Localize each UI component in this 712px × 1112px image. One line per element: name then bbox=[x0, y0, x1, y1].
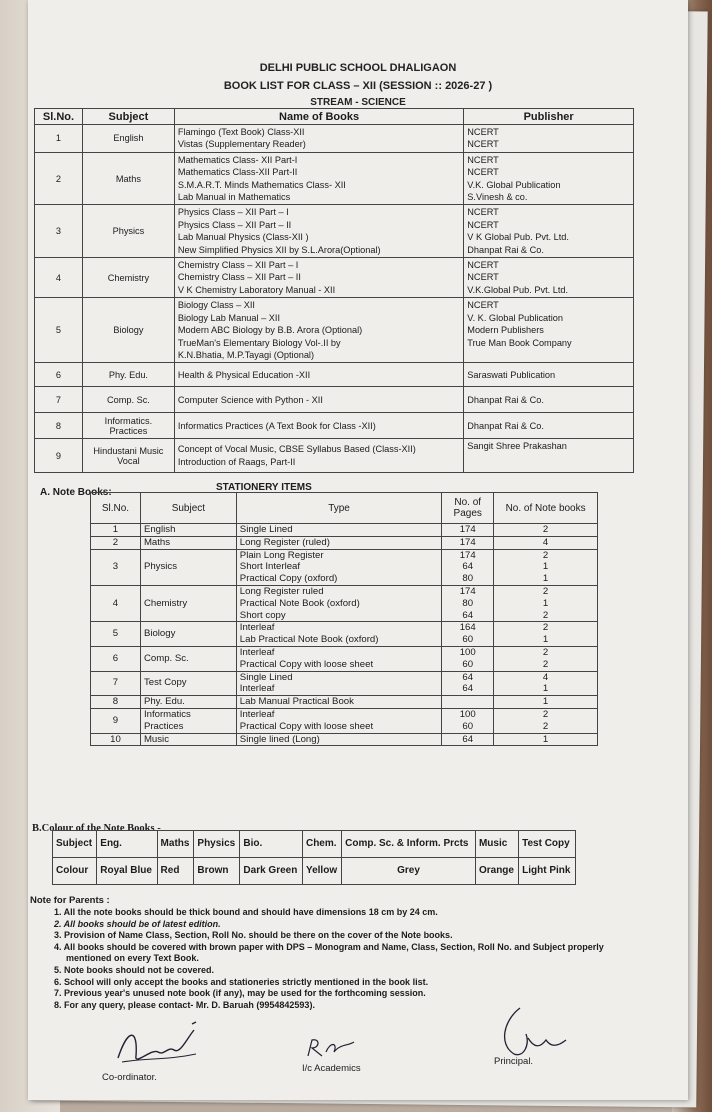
publisher-name: NCERT bbox=[467, 139, 499, 150]
row-number bbox=[91, 708, 141, 733]
row-pages bbox=[442, 696, 494, 709]
row-count-line: 2 bbox=[542, 720, 549, 732]
table-row bbox=[35, 363, 634, 387]
colour-subject: Chem. bbox=[302, 831, 341, 858]
school-name: DELHI PUBLIC SCHOOL DHALIGAON bbox=[259, 62, 457, 74]
table-row bbox=[91, 671, 598, 696]
publisher-name: V.K. Global Publication bbox=[467, 179, 561, 190]
row-subject bbox=[140, 733, 236, 746]
book-title: K.N.Bhatia, M.P.Tayagi (Optional) bbox=[177, 349, 315, 360]
row-count-line: 1 bbox=[542, 634, 549, 646]
row-type bbox=[236, 671, 441, 696]
book-title: Vistas (Supplementary Reader) bbox=[177, 139, 306, 150]
row-subject-line: Comp. Sc. bbox=[143, 652, 189, 664]
row-type-line: Single Lined bbox=[239, 671, 293, 683]
row-type-line: Long Register ruled bbox=[239, 585, 324, 597]
row-pages-line: 80 bbox=[462, 597, 474, 609]
table-row bbox=[91, 524, 598, 537]
row-pages-line: 164 bbox=[459, 622, 476, 634]
table-row bbox=[91, 696, 598, 709]
note-item: 5. Note books should not be covered. bbox=[54, 964, 215, 975]
publisher-name: V. K. Global Publication bbox=[467, 312, 563, 323]
table-row bbox=[91, 585, 598, 621]
row-subject bbox=[140, 549, 236, 585]
table-row bbox=[35, 439, 634, 473]
row-count-line: 2 bbox=[542, 524, 549, 535]
colour-subject: Maths bbox=[157, 831, 194, 858]
table-row bbox=[35, 258, 634, 298]
publisher-name: Modern Publishers bbox=[467, 325, 544, 336]
row-number bbox=[91, 549, 141, 585]
table-row bbox=[91, 622, 598, 647]
note-item: 6. School will only accept the books and stationeries strictly mentioned in the book list. bbox=[54, 976, 429, 987]
row-count bbox=[494, 696, 598, 709]
subject-label: Subject bbox=[53, 831, 97, 858]
row-pages-line: 174 bbox=[459, 524, 476, 535]
row-count bbox=[494, 671, 598, 696]
row-type bbox=[236, 585, 441, 621]
row-type bbox=[236, 536, 441, 549]
table-row bbox=[35, 125, 634, 153]
notes-title: Note for Parents : bbox=[30, 895, 110, 906]
row-number: 1 bbox=[35, 125, 83, 153]
book-title: Informatics Practices (A Text Book for Class -XII) bbox=[177, 420, 376, 431]
colour-subject: Music bbox=[475, 831, 518, 858]
book-title: Lab Manual in Mathematics bbox=[177, 192, 291, 203]
row-count bbox=[494, 524, 598, 537]
colour-table bbox=[52, 830, 576, 885]
book-title: Chemistry Class – XII Part – I bbox=[177, 260, 299, 271]
colour-subject: Test Copy bbox=[519, 831, 576, 858]
row-number: 6 bbox=[35, 363, 83, 387]
row-count-line: 2 bbox=[542, 622, 549, 634]
row-subject bbox=[140, 708, 236, 733]
colour-subject: Physics bbox=[194, 831, 240, 858]
note-item: mentioned on every Text Book. bbox=[66, 953, 199, 964]
row-pages-line: 174 bbox=[459, 585, 476, 597]
publisher-name: NCERT bbox=[467, 154, 499, 165]
publisher-name: Saraswati Publication bbox=[467, 369, 556, 380]
book-table-header bbox=[35, 109, 634, 125]
row-books bbox=[174, 413, 463, 439]
colour-subject-row bbox=[53, 831, 576, 858]
row-number: 4 bbox=[35, 258, 83, 298]
note-item: 2. All books should be of latest edition. bbox=[54, 918, 221, 929]
row-publishers bbox=[464, 205, 634, 258]
row-subject-line: English bbox=[143, 524, 176, 535]
row-publishers bbox=[464, 298, 634, 363]
row-pages-line: 64 bbox=[462, 733, 474, 745]
header-subject: Subject bbox=[140, 493, 236, 524]
row-books bbox=[174, 205, 463, 258]
row-subject-line: Biology bbox=[143, 628, 176, 640]
notes-list bbox=[54, 907, 654, 1011]
row-type-line: Single lined (Long) bbox=[239, 733, 320, 745]
book-title: Biology Class – XII bbox=[177, 300, 255, 311]
row-subject-line: Chemistry bbox=[143, 597, 188, 609]
row-type-line: Short copy bbox=[239, 609, 286, 621]
publisher-name: NCERT bbox=[467, 127, 499, 137]
row-type-line: Interleaf bbox=[239, 683, 275, 695]
principal-signature bbox=[484, 1004, 574, 1060]
book-title: Flamingo (Text Book) Class-XII bbox=[177, 127, 305, 137]
book-title: Computer Science with Python - XII bbox=[177, 394, 323, 405]
row-type-line: Interleaf bbox=[239, 622, 275, 634]
row-pages-line: 60 bbox=[462, 658, 474, 670]
publisher-name: NCERT bbox=[467, 219, 499, 230]
note-item: 8. For any query, please contact- Mr. D. Baruah (9954842593). bbox=[54, 999, 315, 1010]
colour-value: Red bbox=[157, 858, 194, 885]
row-subject-line: Informatics Practices bbox=[143, 708, 191, 732]
publisher-name: Dhanpat Rai & Co. bbox=[467, 244, 544, 255]
row-pages-line: 60 bbox=[462, 720, 474, 732]
row-type-line: Interleaf bbox=[239, 708, 275, 720]
book-list-title: BOOK LIST FOR CLASS – XII (SESSION :: 2026-27 ) bbox=[223, 80, 493, 92]
colour-value: Orange bbox=[475, 858, 518, 885]
row-number-line: 6 bbox=[112, 652, 119, 664]
row-subject bbox=[140, 671, 236, 696]
row-pages-line: 64 bbox=[462, 671, 474, 683]
row-type-line: Practical Copy with loose sheet bbox=[239, 720, 374, 732]
row-type-line: Lab Practical Note Book (oxford) bbox=[239, 634, 379, 646]
row-books bbox=[174, 258, 463, 298]
row-pages-line: 174 bbox=[459, 536, 476, 548]
row-number bbox=[91, 646, 141, 671]
table-row bbox=[91, 549, 598, 585]
row-number bbox=[91, 536, 141, 549]
book-title: Chemistry Class – XII Part – II bbox=[177, 272, 301, 283]
colour-value: Light Pink bbox=[519, 858, 576, 885]
book-title: Lab Manual Physics (Class-XII ) bbox=[177, 232, 309, 243]
colour-subject: Eng. bbox=[97, 831, 157, 858]
row-number-line: 5 bbox=[112, 628, 119, 640]
row-pages bbox=[442, 549, 494, 585]
row-pages-line: 100 bbox=[459, 708, 476, 720]
row-number-line: 9 bbox=[112, 714, 119, 726]
row-type bbox=[236, 646, 441, 671]
row-pages bbox=[442, 646, 494, 671]
row-count-line: 2 bbox=[542, 549, 549, 561]
table-row bbox=[91, 733, 598, 746]
row-subject-line: Music bbox=[143, 733, 169, 745]
book-list-table bbox=[34, 108, 634, 473]
book-title: Physics Class – XII Part – II bbox=[177, 219, 292, 230]
row-number: 9 bbox=[35, 439, 83, 473]
note-item: 3. Provision of Name Class, Section, Roll No. should be there on the cover of the Note books. bbox=[54, 930, 453, 941]
table-row bbox=[35, 205, 634, 258]
row-count bbox=[494, 585, 598, 621]
row-number: 3 bbox=[35, 205, 83, 258]
row-subject bbox=[140, 622, 236, 647]
colour-value: Dark Green bbox=[240, 858, 303, 885]
row-count-line: 4 bbox=[542, 671, 549, 683]
document-sheet bbox=[28, 0, 688, 1100]
row-pages bbox=[442, 733, 494, 746]
row-count-line: 1 bbox=[542, 733, 549, 745]
row-type bbox=[236, 733, 441, 746]
publisher-name: NCERT bbox=[467, 260, 499, 271]
academics-signature bbox=[304, 1034, 364, 1062]
row-number-line: 8 bbox=[112, 696, 119, 708]
row-number-line: 1 bbox=[112, 524, 119, 535]
row-publishers bbox=[464, 413, 634, 439]
row-publishers bbox=[464, 363, 634, 387]
row-count-line: 4 bbox=[542, 536, 549, 548]
header-subject: Subject bbox=[82, 109, 174, 125]
row-number bbox=[91, 585, 141, 621]
publisher-name: NCERT bbox=[467, 272, 499, 283]
row-number bbox=[91, 671, 141, 696]
row-subject-line: Test Copy bbox=[143, 677, 187, 689]
row-pages bbox=[442, 585, 494, 621]
row-subject: Physics bbox=[82, 205, 174, 258]
book-title: New Simplified Physics XII by S.L.Arora(Optional) bbox=[177, 244, 381, 255]
publisher-name: V.K.Global Pub. Pvt. Ltd. bbox=[467, 284, 569, 295]
row-subject bbox=[140, 585, 236, 621]
book-title: S.M.A.R.T. Minds Mathematics Class- XII bbox=[177, 179, 346, 190]
note-item: 1. All the note books should be thick bound and should have dimensions 18 cm by 24 cm. bbox=[54, 907, 438, 917]
colour-section-title: B.Colour of the Note Books - bbox=[32, 823, 161, 834]
row-type bbox=[236, 622, 441, 647]
row-subject: Comp. Sc. bbox=[82, 387, 174, 413]
table-row bbox=[91, 646, 598, 671]
stream-label: STREAM - SCIENCE bbox=[310, 97, 406, 108]
publisher-name: NCERT bbox=[467, 300, 499, 311]
row-pages-line: 64 bbox=[462, 683, 474, 695]
book-title: Physics Class – XII Part – I bbox=[177, 207, 289, 218]
row-publishers bbox=[464, 439, 634, 473]
publisher-name: Sangit Shree Prakashan bbox=[467, 441, 567, 452]
header-books: Name of Books bbox=[174, 109, 463, 125]
row-number: 2 bbox=[35, 152, 83, 205]
row-number bbox=[91, 524, 141, 537]
row-number bbox=[91, 696, 141, 709]
publisher-name: True Man Book Company bbox=[467, 337, 572, 348]
colour-value-row bbox=[53, 858, 576, 885]
row-type-line: Practical Copy with loose sheet bbox=[239, 658, 374, 670]
row-count-line: 1 bbox=[542, 597, 549, 609]
stationery-table bbox=[90, 492, 598, 746]
row-number: 5 bbox=[35, 298, 83, 363]
row-publishers bbox=[464, 152, 634, 205]
row-number: 8 bbox=[35, 413, 83, 439]
row-subject: Chemistry bbox=[82, 258, 174, 298]
row-type-line: Single Lined bbox=[239, 524, 293, 535]
book-title: Modern ABC Biology by B.B. Arora (Optional) bbox=[177, 325, 363, 336]
row-type bbox=[236, 549, 441, 585]
book-title: Mathematics Class- XII Part-I bbox=[177, 154, 298, 165]
row-pages-line: 64 bbox=[462, 561, 474, 573]
row-count-line: 2 bbox=[542, 609, 549, 621]
row-number bbox=[91, 622, 141, 647]
row-number-line: 2 bbox=[112, 536, 119, 548]
row-count-line: 2 bbox=[542, 646, 549, 658]
header-slno: Sl.No. bbox=[35, 109, 83, 125]
row-count-line: 2 bbox=[542, 585, 549, 597]
row-pages-line: 80 bbox=[462, 573, 474, 585]
row-subject: Maths bbox=[82, 152, 174, 205]
table-row bbox=[35, 298, 634, 363]
row-books bbox=[174, 387, 463, 413]
row-type bbox=[236, 708, 441, 733]
stationery-title: STATIONERY ITEMS bbox=[216, 482, 312, 493]
row-number bbox=[91, 733, 141, 746]
book-title: Introduction of Raags, Part-II bbox=[177, 456, 296, 467]
row-publishers bbox=[464, 258, 634, 298]
row-pages-line: 60 bbox=[462, 634, 474, 646]
publisher-name: NCERT bbox=[467, 207, 499, 218]
table-row bbox=[91, 536, 598, 549]
note-item: 7. Previous year's unused note book (if any), may be used for the forthcoming session. bbox=[54, 988, 426, 999]
row-pages bbox=[442, 671, 494, 696]
colour-value: Brown bbox=[194, 858, 240, 885]
row-number-line: 10 bbox=[110, 733, 121, 745]
publisher-name: NCERT bbox=[467, 167, 499, 178]
row-publishers bbox=[464, 387, 634, 413]
book-title: Health & Physical Education -XII bbox=[177, 369, 311, 380]
row-pages bbox=[442, 536, 494, 549]
row-count bbox=[494, 536, 598, 549]
row-subject bbox=[140, 524, 236, 537]
row-subject bbox=[140, 536, 236, 549]
row-count-line: 1 bbox=[542, 573, 549, 585]
header-type: Type bbox=[236, 493, 441, 524]
row-pages-line: 100 bbox=[459, 646, 476, 658]
book-title: V K Chemistry Laboratory Manual - XII bbox=[177, 284, 336, 295]
header-publisher: Publisher bbox=[464, 109, 634, 125]
row-pages bbox=[442, 622, 494, 647]
row-subject: Hindustani Music Vocal bbox=[82, 439, 174, 473]
stationery-header bbox=[91, 493, 598, 524]
row-subject-line: Physics bbox=[143, 561, 177, 573]
row-type-line: Short Interleaf bbox=[239, 561, 301, 573]
row-count bbox=[494, 646, 598, 671]
principal-label: Principal. bbox=[494, 1056, 534, 1067]
row-type bbox=[236, 524, 441, 537]
row-subject bbox=[140, 646, 236, 671]
row-subject: Informatics. Practices bbox=[82, 413, 174, 439]
header-pages: No. of Pages bbox=[442, 493, 494, 524]
row-count-line: 1 bbox=[542, 561, 549, 573]
row-number: 7 bbox=[35, 387, 83, 413]
book-title: Concept of Vocal Music, CBSE Syllabus Based (Class-XII) bbox=[177, 444, 416, 455]
publisher-name: Dhanpat Rai & Co. bbox=[467, 394, 544, 405]
row-number-line: 3 bbox=[112, 561, 119, 573]
row-count-line: 1 bbox=[542, 696, 549, 708]
row-type bbox=[236, 696, 441, 709]
book-title: Mathematics Class-XII Part-II bbox=[177, 167, 298, 178]
colour-label: Colour bbox=[53, 858, 97, 885]
row-type-line: Practical Note Book (oxford) bbox=[239, 597, 360, 609]
publisher-name: Dhanpat Rai & Co. bbox=[467, 420, 544, 431]
table-row bbox=[35, 413, 634, 439]
coordinator-signature bbox=[108, 1018, 208, 1070]
row-count-line: 1 bbox=[542, 683, 549, 695]
row-subject: Biology bbox=[82, 298, 174, 363]
note-books-label: A. Note Books: bbox=[40, 487, 112, 498]
header-slno: Sl.No. bbox=[91, 493, 141, 524]
row-count bbox=[494, 708, 598, 733]
row-type-line: Interleaf bbox=[239, 646, 275, 658]
publisher-name: V K Global Pub. Pvt. Ltd. bbox=[467, 232, 569, 243]
row-pages bbox=[442, 708, 494, 733]
coordinator-label: Co-ordinator. bbox=[102, 1072, 157, 1083]
row-type-line: Practical Copy (oxford) bbox=[239, 573, 338, 585]
row-type-line: Lab Manual Practical Book bbox=[239, 696, 354, 708]
row-publishers bbox=[464, 125, 634, 153]
row-number-line: 7 bbox=[112, 677, 119, 689]
colour-value: Royal Blue bbox=[97, 858, 157, 885]
row-count bbox=[494, 622, 598, 647]
row-books bbox=[174, 298, 463, 363]
row-books bbox=[174, 152, 463, 205]
publisher-name: S.Vinesh & co. bbox=[467, 192, 528, 203]
colour-value: Yellow bbox=[302, 858, 341, 885]
row-count-line: 2 bbox=[542, 708, 549, 720]
row-count bbox=[494, 549, 598, 585]
row-type-line: Plain Long Register bbox=[239, 549, 324, 561]
row-books bbox=[174, 439, 463, 473]
table-row bbox=[35, 387, 634, 413]
row-subject: English bbox=[82, 125, 174, 153]
colour-subject: Comp. Sc. & Inform. Prcts bbox=[342, 831, 476, 858]
table-row bbox=[35, 152, 634, 205]
note-item: 4. All books should be covered with brown paper with DPS – Monogram and Name, Class, Section, Roll No. and Subject properly bbox=[54, 941, 604, 952]
row-pages-line: 64 bbox=[462, 609, 474, 621]
row-count bbox=[494, 733, 598, 746]
academics-label: I/c Academics bbox=[302, 1063, 361, 1074]
row-subject: Phy. Edu. bbox=[82, 363, 174, 387]
book-title: TrueMan's Elementary Biology Vol-.II by bbox=[177, 337, 341, 348]
row-count-line: 2 bbox=[542, 658, 549, 670]
row-subject-line: Maths bbox=[143, 536, 171, 548]
table-row bbox=[91, 708, 598, 733]
row-subject bbox=[140, 696, 236, 709]
row-subject-line: Phy. Edu. bbox=[143, 696, 185, 708]
row-type-line: Long Register (ruled) bbox=[239, 536, 330, 548]
book-title: Biology Lab Manual – XII bbox=[177, 312, 281, 323]
header-count: No. of Note books bbox=[494, 493, 598, 524]
colour-value: Grey bbox=[342, 858, 476, 885]
row-books bbox=[174, 125, 463, 153]
row-number-line: 4 bbox=[112, 597, 119, 609]
row-pages-line: 174 bbox=[459, 549, 476, 561]
row-books bbox=[174, 363, 463, 387]
colour-subject: Bio. bbox=[240, 831, 303, 858]
row-pages bbox=[442, 524, 494, 537]
